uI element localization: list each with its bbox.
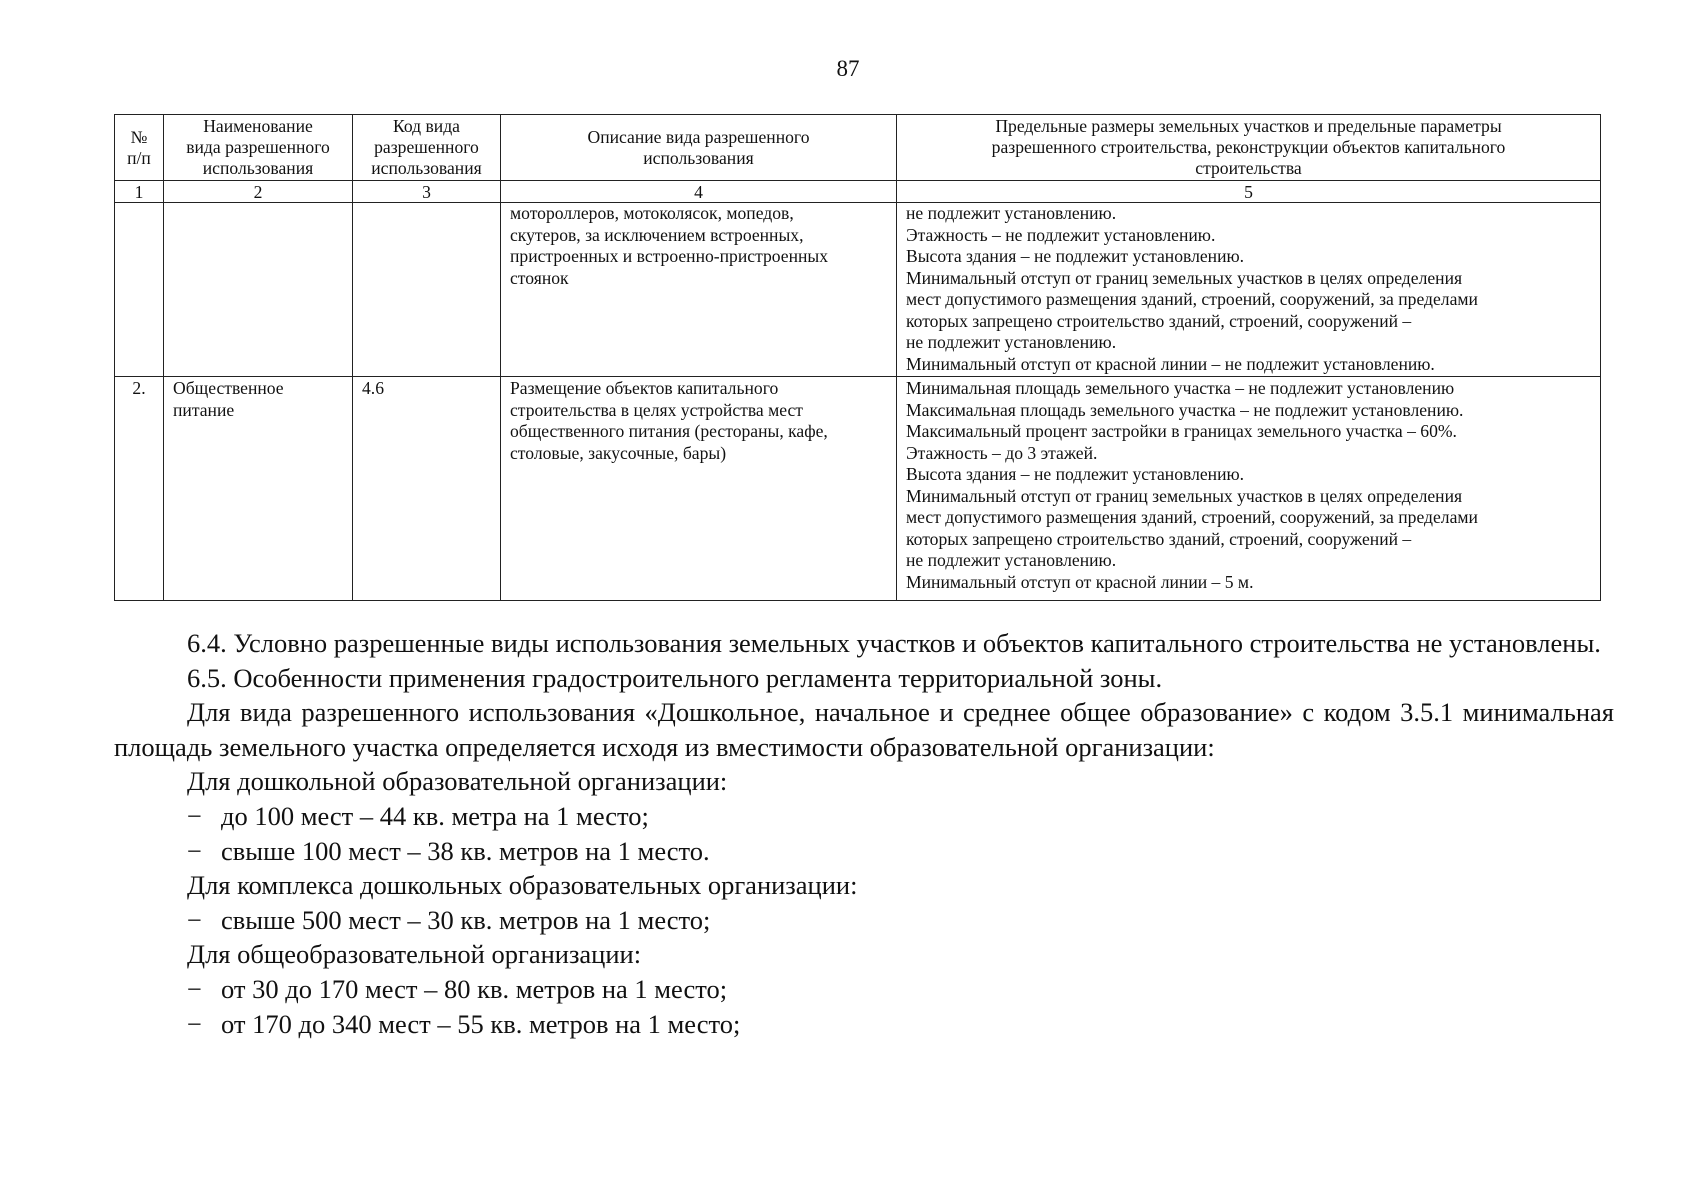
dash-bullet: − — [187, 904, 202, 935]
row-description-cell: Размещение объектов капитального строительства в целях устройства мест общественного питания (рестораны, кафе, столовые, закусочные, бары) — [501, 377, 897, 601]
dash-bullet: − — [187, 835, 202, 866]
row-params-cell: не подлежит установлению. Этажность – не подлежит установлению. Высота здания – не подлежит установлению. Минимальный отступ от границ земельных участков в целях определения мест допустимого размещения зданий, строений, сооружений, за пределами которых запрещено строительство зданий, строений, сооружений – не подлежит установлению. Минимальный отступ от красной линии – не подлежит установлению. — [897, 203, 1601, 377]
list-item — [114, 903, 1614, 938]
row-name-cell — [164, 203, 353, 377]
table-column-numbers-row — [115, 181, 1601, 203]
page-number: 87 — [836, 56, 860, 81]
row-name-cell: Общественное питание — [164, 377, 353, 601]
header-code: Код вида разрешенного использования — [353, 115, 501, 181]
column-number: 5 — [897, 181, 1601, 203]
list-item-text: свыше 100 мест – 38 кв. метров на 1 место. — [221, 835, 710, 866]
list-item-text: свыше 500 мест – 30 кв. метров на 1 место; — [221, 904, 711, 935]
header-num: № п/п — [115, 115, 164, 181]
column-number: 1 — [115, 181, 164, 203]
list-item — [114, 834, 1614, 869]
list-item — [114, 1007, 1614, 1042]
column-number: 3 — [353, 181, 501, 203]
row-description-cell: мотороллеров, мотоколясок, мопедов, скутеров, за исключением встроенных, пристроенных и встроенно-пристроенных стоянок — [501, 203, 897, 377]
column-number: 4 — [501, 181, 897, 203]
dash-bullet: − — [187, 1008, 202, 1039]
list-item-text: до 100 мест – 44 кв. метра на 1 место; — [221, 800, 649, 831]
row-code-cell: 4.6 — [353, 377, 501, 601]
header-description: Описание вида разрешенного использования — [501, 115, 897, 181]
header-name: Наименование вида разрешенного использования — [164, 115, 353, 181]
paragraph-min-area: Для вида разрешенного использования «Дошкольное, начальное и среднее общее образование» с кодом 3.5.1 минимальная площадь земельного участка определяется исходя из вместимости образовательной организации: — [114, 697, 1614, 762]
list-item-text: от 170 до 340 мест – 55 кв. метров на 1 место; — [221, 1008, 741, 1039]
row-num-cell: 2. — [115, 377, 164, 601]
paragraph-6-5: 6.5. Особенности применения градостроительного регламента территориальной зоны. — [187, 662, 1163, 693]
row-params-cell: Минимальная площадь земельного участка – не подлежит установлению Максимальная площадь земельного участка – не подлежит установлению. Максимальный процент застройки в границах земельного участка – 60%. Этажность – до 3 этажей. Высота здания – не подлежит установлению. Минимальный отступ от границ земельных участков в целях определения мест допустимого размещения зданий, строений, сооружений, за пределами которых запрещено строительство зданий, строений, сооружений – не подлежит установлению. Минимальный отступ от красной линии – 5 м. — [897, 377, 1601, 601]
regulation-table — [114, 114, 1601, 601]
column-number: 2 — [164, 181, 353, 203]
row-num-cell — [115, 203, 164, 377]
table-row — [115, 377, 1601, 601]
list-item — [114, 799, 1614, 834]
header-params: Предельные размеры земельных участков и предельные параметры разрешенного строительства, реконструкции объектов капитального строительства — [897, 115, 1601, 181]
table-row — [115, 203, 1601, 377]
list-item — [114, 972, 1614, 1007]
dash-bullet: − — [187, 800, 202, 831]
table-header-row — [115, 115, 1601, 181]
paragraph-general-school: Для общеобразовательной организации: — [187, 939, 642, 970]
row-code-cell — [353, 203, 501, 377]
paragraph-preschool: Для дошкольной образовательной организации: — [187, 766, 728, 797]
list-item-text: от 30 до 170 мест – 80 кв. метров на 1 место; — [221, 973, 728, 1004]
paragraph-preschool-complex: Для комплекса дошкольных образовательных организации: — [187, 870, 858, 901]
paragraph-6-4: 6.4. Условно разрешенные виды использования земельных участков и объектов капитального строительства не установлены. — [187, 628, 1601, 658]
body-text — [114, 626, 1614, 1041]
dash-bullet: − — [187, 973, 202, 1004]
